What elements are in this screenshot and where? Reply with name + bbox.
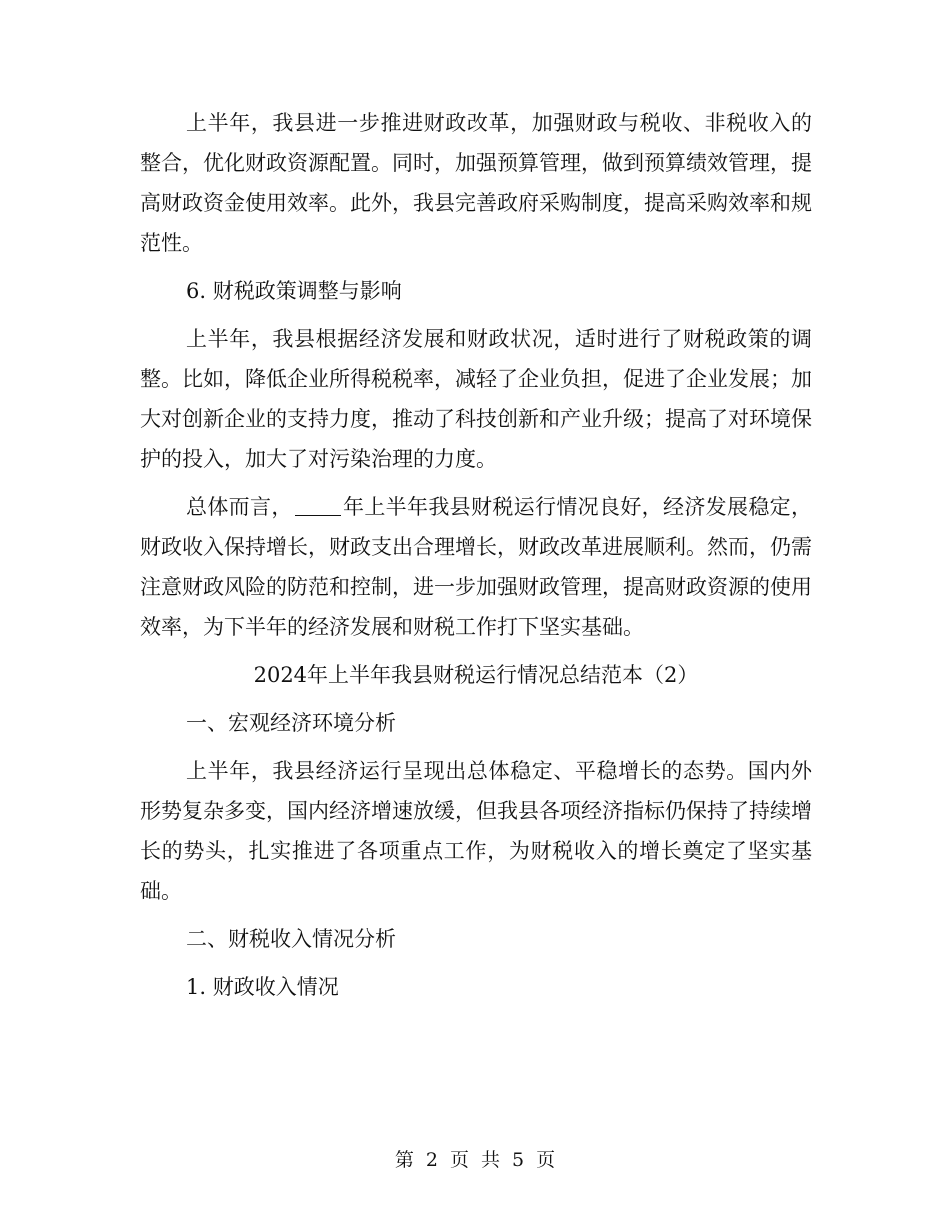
year-blank	[295, 494, 341, 516]
heading-policy-adjustment: 6. 财税政策调整与影响	[186, 279, 402, 303]
heading-macro-environment: 一、宏观经济环境分析	[186, 711, 396, 735]
heading-revenue-analysis: 二、财税收入情况分析	[186, 927, 396, 951]
heading-fiscal-revenue: 1. 财政收入情况	[186, 975, 339, 999]
paragraph-macro: 上半年，我县经济运行呈现出总体稳定、平稳增长的态势。国内外形势复杂多变，国内经济增速放缓，但我县各项经济指标仍保持了持续增长的势头，扎实推进了各项重点工作，为财税收入的增长奠定了坚实基础。	[140, 759, 812, 903]
summary-lead: 总体而言，	[186, 495, 293, 519]
paragraph-summary	[140, 487, 812, 647]
section-title: 2024年上半年我县财税运行情况总结范本（2）	[253, 663, 699, 687]
paragraph-policy: 上半年，我县根据经济发展和财政状况，适时进行了财税政策的调整。比如，降低企业所得税税率，减轻了企业负担，促进了企业发展；加大对创新企业的支持力度，推动了科技创新和产业升级；提高了对环境保护的投入，加大了对污染治理的力度。	[140, 327, 812, 471]
page-footer: 第 2 页 共 5 页	[394, 1149, 556, 1171]
paragraph-reform: 上半年，我县进一步推进财政改革，加强财政与税收、非税收入的整合，优化财政资源配置。同时，加强预算管理，做到预算绩效管理，提高财政资金使用效率。此外，我县完善政府采购制度，提高采购效率和规范性。	[140, 111, 812, 255]
document-body	[140, 103, 812, 1015]
summary-rest: 年上半年我县财税运行情况良好，经济发展稳定，财政收入保持增长，财政支出合理增长，财政改革进展顺利。然而，仍需注意财政风险的防范和控制，进一步加强财政管理，提高财政资源的使用效率，为下半年的经济发展和财税工作打下坚实基础。	[140, 495, 813, 639]
